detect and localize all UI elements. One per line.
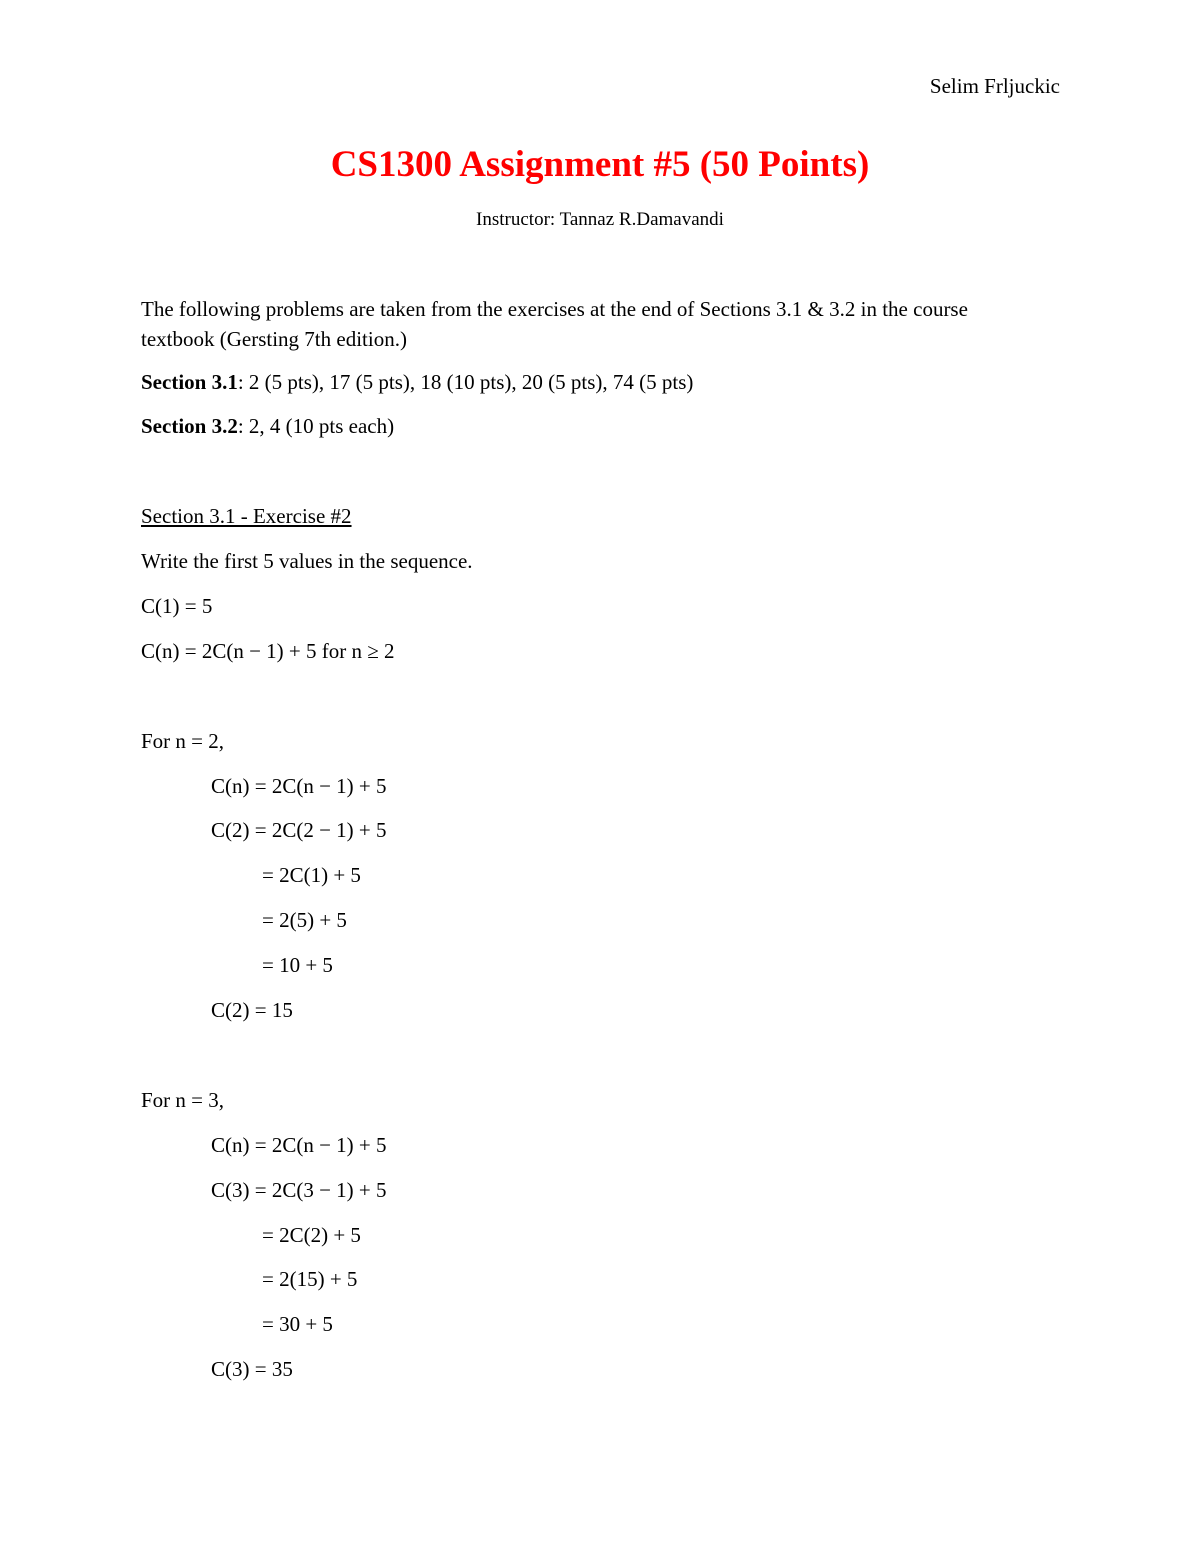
given-recurrence: C(n) = 2C(n − 1) + 5 for n ≥ 2: [141, 639, 395, 663]
work-step: C(3) = 2C(3 − 1) + 5: [211, 1178, 387, 1202]
section-label: Section 3.1: [141, 370, 238, 394]
work-label-n2: For n = 2,: [141, 729, 225, 753]
work-substep: = 2(5) + 5: [262, 908, 347, 932]
section-line-3-2: [141, 412, 394, 440]
page-title: CS1300 Assignment #5 (50 Points): [330, 144, 870, 185]
section-points: : 2 (5 pts), 17 (5 pts), 18 (10 pts), 20 (5 pts), 74 (5 pts): [237, 370, 694, 394]
work-step: C(n) = 2C(n − 1) + 5: [211, 774, 387, 798]
intro-paragraph: The following problems are taken from the exercises at the end of Sections 3.1 & 3.2 in the course textbook (Gersting 7th edition.): [141, 297, 968, 351]
section-label: Section 3.2: [141, 414, 238, 438]
work-result-n2: C(2) = 15: [211, 998, 293, 1022]
section-points: : 2, 4 (10 pts each): [237, 414, 395, 438]
work-step: C(2) = 2C(2 − 1) + 5: [211, 818, 387, 842]
work-result-n3: C(3) = 35: [211, 1357, 293, 1381]
exercise-heading: Section 3.1 - Exercise #2: [141, 504, 352, 528]
work-substep: = 2C(2) + 5: [262, 1223, 361, 1247]
work-substep: = 2(15) + 5: [262, 1267, 358, 1291]
section-line-3-1: [141, 368, 693, 396]
work-label-n3: For n = 3,: [141, 1088, 225, 1112]
instructor-line: Instructor: Tannaz R.Damavandi: [476, 209, 724, 230]
work-substep: = 10 + 5: [262, 953, 333, 977]
work-substep: = 30 + 5: [262, 1312, 333, 1336]
author-name: Selim Frljuckic: [929, 74, 1060, 98]
given-base-case: C(1) = 5: [141, 594, 213, 618]
work-step: C(n) = 2C(n − 1) + 5: [211, 1133, 387, 1157]
work-substep: = 2C(1) + 5: [262, 863, 361, 887]
exercise-prompt: Write the first 5 values in the sequence.: [141, 549, 473, 573]
